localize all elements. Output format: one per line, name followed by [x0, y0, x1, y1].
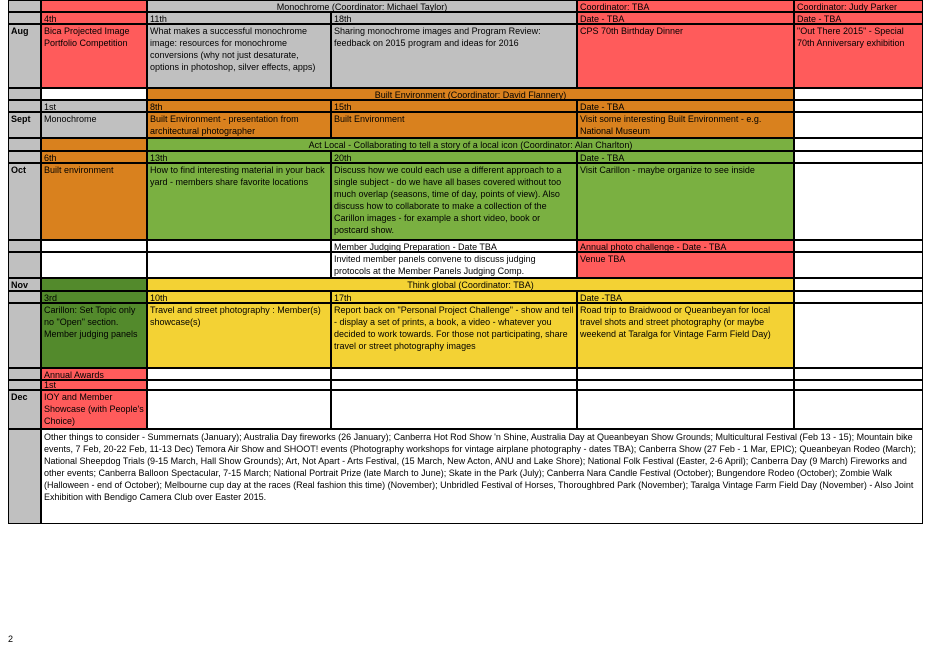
- sept-date-3: 15th: [331, 100, 577, 112]
- aug-date-2: 11th: [147, 12, 331, 24]
- sept-header-blank-1: [8, 88, 41, 100]
- oct-venue: Venue TBA: [577, 252, 794, 278]
- month-oct: Oct: [8, 163, 41, 240]
- month-nov: Nov: [8, 278, 41, 291]
- oct-header-blank-3: [794, 138, 923, 151]
- sept-date-4: Date - TBA: [577, 100, 794, 112]
- nov-date-1: 3rd: [41, 291, 147, 303]
- sept-event-blank: [794, 112, 923, 138]
- dec-date-blank-2: [331, 380, 577, 390]
- oct-date-4: Date - TBA: [577, 151, 794, 163]
- sept-event-4: Visit some interesting Built Environment - e.g. National Museum: [577, 112, 794, 138]
- sept-header-blank-2: [41, 88, 147, 100]
- dec-date-blank-4: [794, 380, 923, 390]
- sept-header-blank-3: [794, 88, 923, 100]
- dec-event-blank-1: [147, 390, 331, 429]
- dec-date-blank-3: [577, 380, 794, 390]
- oct-annual-challenge: Annual photo challenge - Date - TBA: [577, 240, 794, 252]
- nov-header-blank-2: [794, 278, 923, 291]
- dec-awards-blank-3: [577, 368, 794, 380]
- aug-date-4: Date - TBA: [577, 12, 794, 24]
- month-dec: Dec: [8, 390, 41, 429]
- aug-date-5: Date - TBA: [794, 12, 923, 24]
- oct-event-4: Visit Carillon - maybe organize to see inside: [577, 163, 794, 240]
- aug-date-3: 18th: [331, 12, 577, 24]
- oct-act-local-header: Act Local - Collaborating to tell a story of a local icon (Coordinator: Alan Charlton): [147, 138, 794, 151]
- oct-event-3: Discuss how we could each use a different approach to a single subject - do we have all bases covered without too much overlap (seasons, time of day, points of view). Also discuss how to collaborate to make a collection of the Carillon images - for example a short video, book or postcard show.: [331, 163, 577, 240]
- aug-event-3: Sharing monochrome images and Program Review: feedback on 2015 program and ideas for 2016: [331, 24, 577, 88]
- sept-built-env-header: Built Environment (Coordinator: David Flannery): [147, 88, 794, 100]
- oct-event-blank: [794, 163, 923, 240]
- oct-member-panels: Invited member panels convene to discuss judging protocols at the Member Panels Judging Comp.: [331, 252, 577, 278]
- nov-date-3: 17th: [331, 291, 577, 303]
- oct-header-blank-2: [41, 138, 147, 151]
- oct-judging-blank-1: [41, 240, 147, 252]
- dec-event-blank-2: [331, 390, 577, 429]
- nov-event-blank: [794, 303, 923, 368]
- other-things-to-consider: Other things to consider - Summernats (January); Australia Day fireworks (26 January); Canberra Hot Rod Show 'n Shine, Australia Day at Queanbeyan Show Grounds; Multicultural Festival (Feb 13 - 15); Mountain bike events, 7 Feb, 20-22 Feb, 11-13 Dec) Temora Air Show and SHOOT! events (Photography workshops for vintage airplane photography - dates TBA); Canberra Show (27 Feb - 1 Mar, EPIC); Queanbeyan Rodeo (March); National Sheepdog Trials (9-15 March, Hall Show Grounds); Art, Not Apart - Arts Festival, (15 March, New Acton, ANU and Lake Shore); National Folk Festival (Easter, 2-6 April); Canberra Day (9 March) Fireworks and other events; Canberra Balloon Spectacular, 7-15 March; National Portrait Prize (late March to June); Skate in the Park (July); Canberra Nara Candle Festival (October); Bungendore Rodeo (October); Zombie Walk (Halloween - end of October); Melbourne cup day at the races (Real fashion this time) (November); Unbridled Festival of Horses, Thoroughbred Park (November); Taralga Vintage Farm Field Day (November) - Also Joint Exhibition with Bendigo Camera Club over Easter 2015.: [41, 429, 923, 524]
- oct-panels-label-blank: [8, 252, 41, 278]
- dec-date-label-blank: [8, 380, 41, 390]
- sept-event-3: Built Environment: [331, 112, 577, 138]
- dec-event-blank-3: [577, 390, 794, 429]
- nov-date-2: 10th: [147, 291, 331, 303]
- nov-think-global-header: Think global (Coordinator: TBA): [147, 278, 794, 291]
- sept-date-label-blank: [8, 100, 41, 112]
- aug-date-1: 4th: [41, 12, 147, 24]
- nov-event-label-blank: [8, 303, 41, 368]
- oct-date-2: 13th: [147, 151, 331, 163]
- month-label-cell: [8, 0, 41, 12]
- sept-date-1: 1st: [41, 100, 147, 112]
- oct-date-label-blank: [8, 151, 41, 163]
- aug-event-2: What makes a successful monochrome image: resources for monochrome conversions (why not just desaturate, options in photoshop, silver effects, apps): [147, 24, 331, 88]
- nov-event-2: Travel and street photography : Member(s) showcase(s): [147, 303, 331, 368]
- aug-coord-tba: Coordinator: TBA: [577, 0, 794, 12]
- nov-date-blank: [794, 291, 923, 303]
- dec-awards-blank-4: [794, 368, 923, 380]
- oct-date-blank: [794, 151, 923, 163]
- aug-coord-judy: Coordinator: Judy Parker: [794, 0, 923, 12]
- oct-panels-blank-1: [41, 252, 147, 278]
- aug-event-5: "Out There 2015" - Special 70th Anniversary exhibition: [794, 24, 923, 88]
- dec-awards-blank-1: [147, 368, 331, 380]
- month-sept: Sept: [8, 112, 41, 138]
- oct-date-1: 6th: [41, 151, 147, 163]
- oct-panels-blank-3: [794, 252, 923, 278]
- oct-judging-prep: Member Judging Preparation - Date TBA: [331, 240, 577, 252]
- nov-event-1: Carillon: Set Topic only no "Open" section. Member judging panels: [41, 303, 147, 368]
- oct-event-2: How to find interesting material in your back yard - members share favorite locations: [147, 163, 331, 240]
- nov-date-label-blank: [8, 291, 41, 303]
- oct-date-3: 20th: [331, 151, 577, 163]
- dec-date-blank-1: [147, 380, 331, 390]
- nov-event-3: Report back on "Personal Project Challenge" - show and tell - display a set of prints, a book, a video - whatever you decided to work towards. For those not participating, share travel or street photography images: [331, 303, 577, 368]
- nov-header-blank: [41, 278, 147, 291]
- dec-annual-awards: Annual Awards: [41, 368, 147, 380]
- dec-event-blank-4: [794, 390, 923, 429]
- aug-event-4: CPS 70th Birthday Dinner: [577, 24, 794, 88]
- dec-date-1: 1st: [41, 380, 147, 390]
- page-number: 2: [8, 634, 14, 644]
- aug-date-label-blank: [8, 12, 41, 24]
- sept-event-2: Built Environment - presentation from architectural photographer: [147, 112, 331, 138]
- aug-monochrome-header: Monochrome (Coordinator: Michael Taylor): [147, 0, 577, 12]
- aug-header-blank: [41, 0, 147, 12]
- oct-panels-blank-2: [147, 252, 331, 278]
- sept-event-1: Monochrome: [41, 112, 147, 138]
- oct-judging-blank-2: [147, 240, 331, 252]
- nov-event-4: Road trip to Braidwood or Queanbeyan for local travel shots and street photography (or maybe weekend at Taralga for Vintage Farm Field Day): [577, 303, 794, 368]
- dec-awards-blank-2: [331, 368, 577, 380]
- oct-event-1: Built environment: [41, 163, 147, 240]
- month-aug: Aug: [8, 24, 41, 88]
- oct-judging-label-blank: [8, 240, 41, 252]
- aug-event-1: Bica Projected Image Portfolio Competition: [41, 24, 147, 88]
- sept-date-blank: [794, 100, 923, 112]
- sept-date-2: 8th: [147, 100, 331, 112]
- nov-date-4: Date -TBA: [577, 291, 794, 303]
- dec-event-1: IOY and Member Showcase (with People's Choice): [41, 390, 147, 429]
- oct-judging-blank-3: [794, 240, 923, 252]
- dec-awards-label-blank: [8, 368, 41, 380]
- other-label-blank: [8, 429, 41, 524]
- oct-header-blank-1: [8, 138, 41, 151]
